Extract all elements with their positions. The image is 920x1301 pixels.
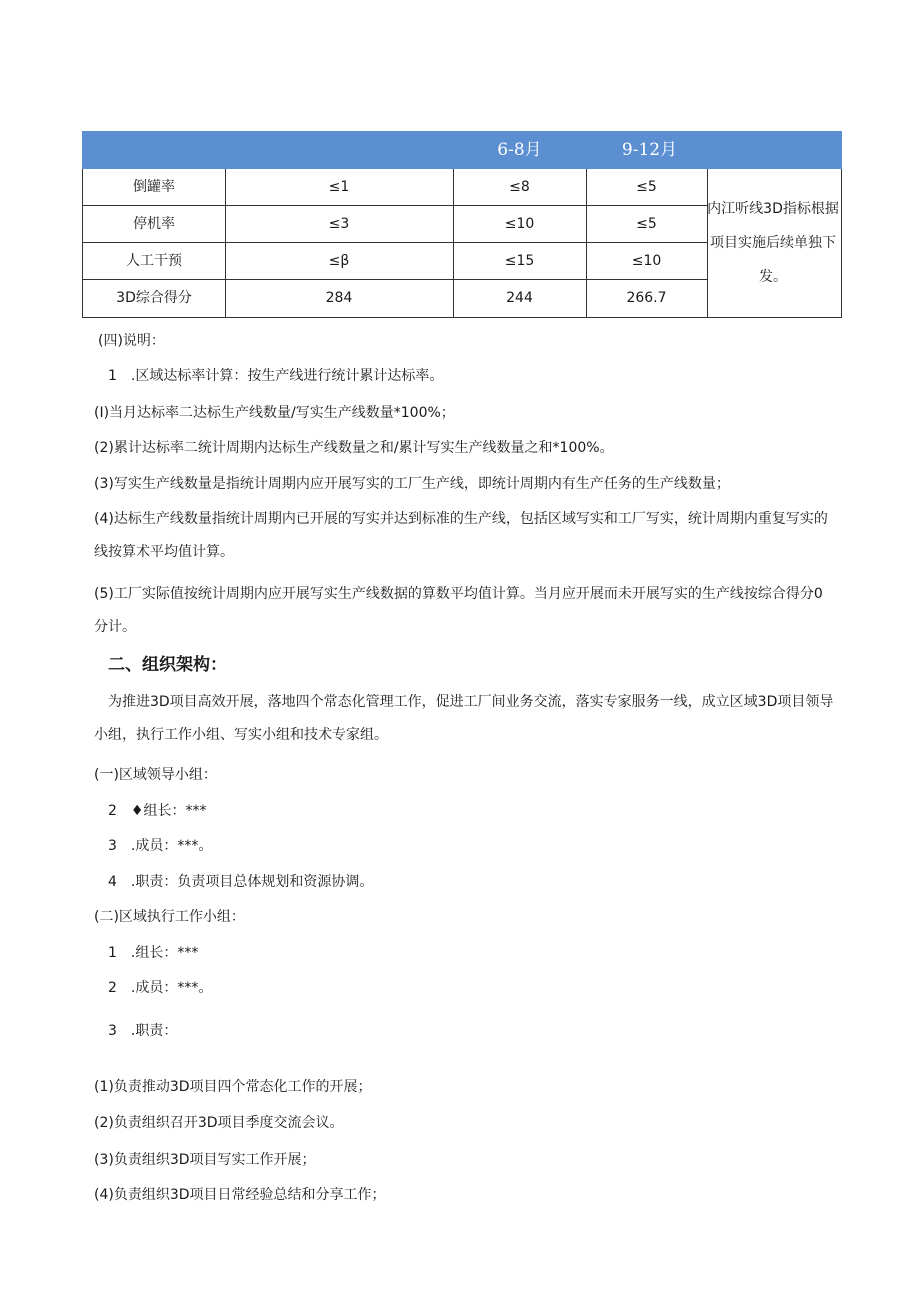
list-item: 4 .职责：负责项目总体规划和资源协调。	[108, 874, 374, 890]
table-cell: 284	[325, 290, 353, 306]
paragraph: (3)写实生产线数量是指统计周期内应开展写实的工厂生产线，即统计周期内有生产任务的生产线数量；	[94, 476, 730, 492]
row-label: 3D综合得分	[116, 290, 192, 306]
paragraph: 为推进3D项目高效开展，落地四个常态化管理工作，促进工厂间业务交流，落实专家服务一线，成立区域3D项目领导小组，执行工作小组、写实小组和技术专家组。	[94, 694, 834, 743]
paragraph: (2)负责组织召开3D项目季度交流会议。	[94, 1115, 344, 1131]
header-period-jun-aug: 6-8月	[497, 140, 542, 160]
row-label: 倒罐率	[133, 179, 175, 195]
list-item: 3 .成员：***。	[108, 838, 213, 854]
header-period-sep-dec: 9-12月	[621, 140, 678, 160]
row-label: 停机率	[133, 216, 175, 232]
paragraph: (I)当月达标率二达标生产线数量/写实生产线数量*100%；	[94, 405, 455, 421]
table-cell: ≤15	[504, 253, 535, 269]
subsection-title: (一)区域领导小组：	[94, 767, 217, 783]
paragraph: (5)工厂实际值按统计周期内应开展写实生产线数据的算数平均值计算。当月应开展而未开展写实的生产线按综合得分0分计。	[94, 586, 823, 635]
table-cell: ≤8	[509, 179, 530, 195]
table-cell: ≤3	[328, 216, 350, 232]
table-cell: ≤1	[328, 179, 350, 195]
section-title: (四)说明：	[98, 333, 165, 349]
table-cell: ≤10	[631, 253, 662, 269]
list-item: 1 .区域达标率计算：按生产线进行统计累计达标率。	[108, 368, 444, 384]
paragraph: (2)累计达标率二统计周期内达标生产线数量之和/累计写实生产线数量之和*100%。	[94, 440, 614, 456]
table-cell: ≤10	[504, 216, 535, 232]
paragraph: (4)达标生产线数量指统计周期内已开展的写实并达到标准的生产线，包括区域写实和工厂写实，统计周期内重复写实的线按算术平均值计算。	[94, 511, 828, 560]
table-cell: ≤5	[636, 179, 657, 195]
list-item: 1 .组长：***	[108, 945, 199, 961]
table-cell: 244	[506, 290, 533, 306]
table-cell: ≤5	[636, 216, 657, 232]
list-item: 2 ♦组长：***	[108, 803, 207, 819]
paragraph: (1)负责推动3D项目四个常态化工作的开展；	[94, 1079, 372, 1095]
table-cell: ≤β	[328, 253, 350, 269]
section-heading: 二、组织架构：	[108, 655, 227, 675]
list-item: 3 .职责：	[108, 1023, 178, 1039]
table-cell: 266.7	[626, 290, 667, 306]
list-item: 2 .成员：***。	[108, 980, 213, 996]
table-header	[82, 131, 842, 169]
row-label: 人工干预	[126, 253, 182, 269]
paragraph: (3)负责组织3D项目写实工作开展；	[94, 1152, 316, 1168]
table-note: 内江听线3D指标根据项目实施后续单独下发。	[707, 201, 839, 285]
subsection-title: (二)区域执行工作小组：	[94, 909, 245, 925]
paragraph: (4)负责组织3D项目日常经验总结和分享工作；	[94, 1187, 386, 1203]
